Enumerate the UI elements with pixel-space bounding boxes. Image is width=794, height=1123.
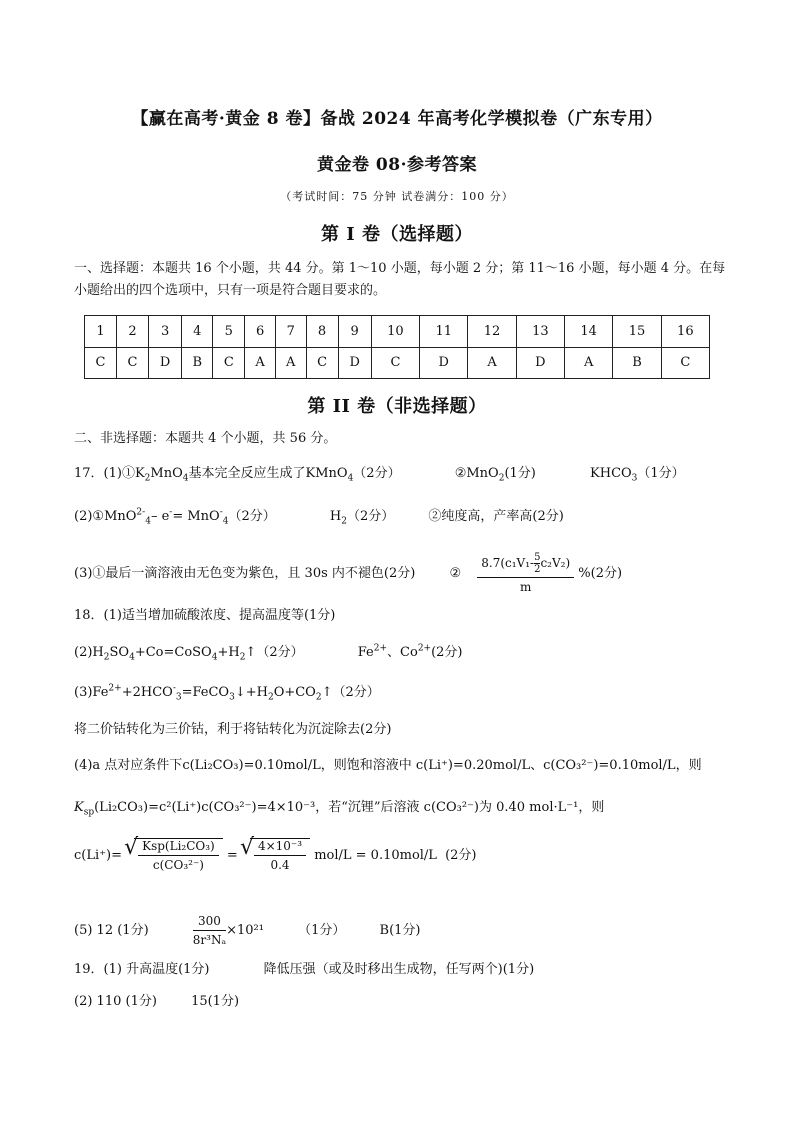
question-number-cell: 2 bbox=[117, 316, 149, 348]
q19-line2: (2) 110 (1分) 15(1分) bbox=[74, 994, 240, 1009]
answer-cell: A bbox=[275, 347, 306, 379]
answer-cell: C bbox=[85, 347, 117, 379]
answer-table-numbers-row bbox=[85, 316, 710, 348]
question-number-cell: 7 bbox=[275, 316, 306, 348]
answer-cell: D bbox=[149, 347, 182, 379]
answer-cell: A bbox=[245, 347, 276, 379]
answer-cell: A bbox=[468, 347, 516, 379]
sub-title: 黄金卷 08·参考答案 bbox=[317, 155, 477, 175]
exam-info: （考试时间：75 分钟 试卷满分：100 分） bbox=[280, 190, 514, 203]
answer-cell: C bbox=[117, 347, 149, 379]
part2-title: 第 II 卷（非选择题） bbox=[307, 396, 487, 417]
answer-cell: D bbox=[516, 347, 564, 379]
part1-title: 第 I 卷（选择题） bbox=[321, 224, 473, 245]
answer-cell: A bbox=[565, 347, 613, 379]
answer-cell: C bbox=[371, 347, 419, 379]
q18-line1: 18．(1)适当增加硫酸浓度、提高温度等(1分) bbox=[74, 608, 336, 623]
question-number-cell: 4 bbox=[182, 316, 213, 348]
q18-line6: $K_{sp}(Li_2CO_3)=c^2(Li^+)c(CO_3^{2-})=4\times 10^{-3}$，若“沉锂”后溶液 c(CO₃²⁻)为 0.40 mol·L⁻¹，则 bbox=[74, 800, 605, 818]
q17-fraction: 8.7(c₁V₁- $\frac{5}{2}$ c₂V₂) m bbox=[477, 552, 574, 594]
question-number-cell: 14 bbox=[565, 316, 613, 348]
question-number-cell: 3 bbox=[149, 316, 182, 348]
question-number-cell: 15 bbox=[613, 316, 661, 348]
answer-cell: B bbox=[613, 347, 661, 379]
answer-cell: D bbox=[338, 347, 371, 379]
answer-table-answers-row bbox=[85, 347, 710, 379]
main-title: 【赢在高考·黄金 8 卷】备战 2024 年高考化学模拟卷（广东专用） bbox=[131, 109, 663, 129]
q18-line5: (4)a 点对应条件下c(Li₂CO₃)=0.10mol/L，则饱和溶液中 c(Li⁺)=0.20mol/L、c(CO₃²⁻)=0.10mol/L，则 bbox=[74, 758, 702, 773]
question-number-cell: 12 bbox=[468, 316, 516, 348]
sqrt-expression-2: √ $\frac{\text{4×10⁻³}}{0.4}$ bbox=[250, 838, 310, 872]
q18-line7: c(Li⁺)= √ $\frac{\text{Ksp(Li₂CO₃)}}{\text{c(CO₃²⁻)}}$ = √ $\frac{\text{4×10⁻³}}{0.4}$ mol/L = 0.10mol/L (2分) bbox=[74, 838, 477, 872]
answer-cell: C bbox=[213, 347, 245, 379]
question-number-cell: 8 bbox=[306, 316, 338, 348]
question-number-cell: 1 bbox=[85, 316, 117, 348]
question-number-cell: 11 bbox=[420, 316, 468, 348]
q18-line4: 将二价钴转化为三价钴，利于将钴转化为沉淀除去(2分) bbox=[74, 722, 392, 737]
answer-cell: C bbox=[306, 347, 338, 379]
answer-cell: C bbox=[661, 347, 709, 379]
question-number-cell: 6 bbox=[245, 316, 276, 348]
answer-table bbox=[84, 315, 710, 379]
part2-instructions: 二、非选择题：本题共 4 个小题，共 56 分。 bbox=[74, 431, 337, 446]
q19-line1: 19．(1) 升高温度(1分) 降低压强（或及时移出生成物，任写两个)(1分) bbox=[74, 962, 535, 977]
q17-line2: (2)①MnO$^{2-}_4$– e-= MnO-$_4$（2分） $H_2(2$分） ②纯度高，产率高(2分) bbox=[74, 507, 564, 527]
answer-cell: B bbox=[182, 347, 213, 379]
sqrt-expression-1: √ $\frac{\text{Ksp(Li₂CO₃)}}{\text{c(CO₃²⁻)}}$ bbox=[134, 838, 223, 872]
q18-line2: $(2)H_2SO_4+Co=CoSO_4+H_2↑(2$分） $Fe^{2+}$、$Co^{2+}(2$分) bbox=[74, 643, 463, 663]
q18-fraction: $\frac{300}{\text{8r³Nₐ}}$ bbox=[192, 914, 227, 947]
q17-line1: 17．$(1)①K_2MnO_4$基本完全反应生成了KMnO$_4$（2分） ②MnO$_2$(1分) $KHCO_3(1$分） bbox=[74, 466, 685, 484]
question-number-cell: 5 bbox=[213, 316, 245, 348]
question-number-cell: 10 bbox=[371, 316, 419, 348]
q18-line3: $(3)Fe^{2+}+2HCO^-_3=FeCO_3↓+H_2O+CO_2↑(2$分） bbox=[74, 683, 380, 703]
question-number-cell: 16 bbox=[661, 316, 709, 348]
question-number-cell: 9 bbox=[338, 316, 371, 348]
q17-line3: (3)①最后一滴溶液由无色变为紫色，且 30s 内不褪色(2分) ② 8.7(c₁V₁- $\frac{5}{2}$ c₂V₂) m %(2分) bbox=[74, 552, 623, 594]
q18-line8: (5) 12 (1分) $\frac{300}{\text{8r³Nₐ}}$ ×10²¹ （1分） B(1分) bbox=[74, 914, 421, 947]
answer-cell: D bbox=[420, 347, 468, 379]
part1-instructions: 一、选择题：本题共 16 个小题，共 44 分。第 1～10 小题，每小题 2 分；第 11～16 小题，每小题 4 分。在每小题给出的四个选项中，只有一项是符合题目要求的。 bbox=[74, 261, 726, 298]
question-number-cell: 13 bbox=[516, 316, 564, 348]
